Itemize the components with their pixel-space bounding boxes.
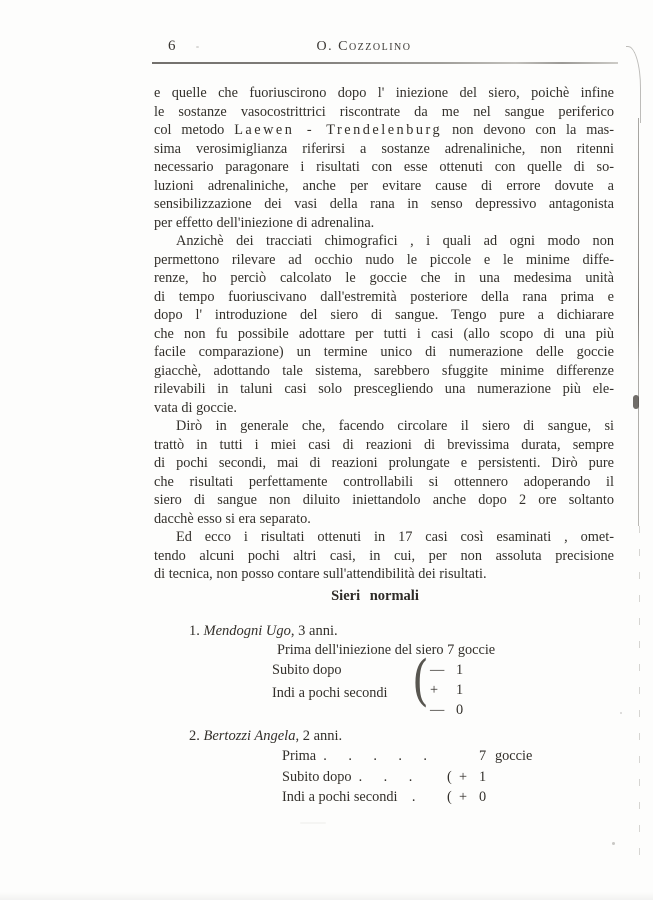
- paragraph-3: [154, 417, 614, 528]
- row-number: 7: [479, 748, 487, 764]
- text-line: trattò in tutti i miei casi di reazioni di brevissima durata, sempre: [154, 436, 614, 453]
- case-1-age: , 3 anni.: [290, 623, 338, 639]
- row-label: Indi a pochi secondi .: [282, 789, 416, 805]
- text-line: giacchè, adottando tale sistema, sarebbero sfuggite minime differenze: [154, 362, 614, 379]
- text-line: Dirò in generale che, facendo circolare il siero di sangue, si: [176, 418, 614, 434]
- text-line: renze, ho perciò calcolato le goccie che in una medesima unità: [154, 270, 614, 286]
- case-1-values: [430, 660, 463, 720]
- paragraph-4: [154, 528, 614, 584]
- case-2-name: Bertozzi Angela: [203, 728, 296, 744]
- running-title: O. Cozzolino: [316, 39, 412, 54]
- scan-speck: [196, 46, 199, 48]
- scan-blob: [633, 395, 639, 409]
- text-line: siero di sangue non diluito iniettandolo anche dopo 2 ore soltanto: [154, 492, 614, 508]
- case-1-number: 1.: [189, 623, 204, 639]
- case-1-brace: (: [412, 649, 429, 712]
- text-line: dopo l' introduzione del siero di sangue. Tengo pure a dichiarare: [154, 307, 614, 323]
- paragraph-1: [154, 84, 614, 232]
- value-sign: —: [430, 702, 445, 718]
- row-bracket: (: [447, 789, 452, 805]
- value-sign: —: [430, 662, 445, 678]
- case-1-subito-label: Subito dopo: [272, 662, 342, 678]
- text-line: per effetto dell'iniezione di adrenalina.: [154, 214, 375, 231]
- row-sign: [459, 746, 479, 767]
- scan-edge-curve: [626, 46, 641, 123]
- text-line: le sostanze vasocostrittrici riscontrate da me nel sangue periferico: [154, 103, 614, 120]
- row-label: Prima . . . . .: [282, 748, 427, 764]
- case-1-name: Mendogni Ugo: [203, 623, 291, 639]
- text-line: sensibilizzazione dei vasi della rana in senso depressivo antagonista: [154, 196, 614, 212]
- text-line: [154, 121, 614, 140]
- row-bracket: (: [447, 768, 452, 785]
- scan-speck: [620, 712, 622, 714]
- case-2-number: 2.: [189, 728, 204, 744]
- case-2-row: [282, 787, 532, 808]
- section-heading: Sieri normali: [331, 588, 419, 604]
- text-line: tendo alcuni pochi altri casi, in cui, per non assoluta precisione: [154, 547, 614, 564]
- row-bracket: [447, 746, 459, 767]
- text-line: luzioni adrenaliniche, anche per evitare cause di errore dovute a: [154, 177, 614, 194]
- value-number: 0: [456, 702, 464, 718]
- case-2-rows: [282, 746, 532, 808]
- case-2-row: [282, 767, 532, 788]
- row-number: 0: [479, 789, 487, 805]
- case-1-value-row: [430, 660, 463, 680]
- row-unit: goccie: [495, 748, 533, 764]
- page-number: 6: [168, 38, 176, 54]
- case-2-title: [189, 727, 342, 746]
- text-line: permettono rilevare ad occhio nudo le piccole e le minime diffe-: [154, 251, 614, 268]
- text-line: di tempo fuoriuscivano dall'estremità posteriore della rana prima e: [154, 288, 614, 305]
- scan-speck: [612, 842, 615, 845]
- text-run: col metodo: [154, 122, 235, 138]
- text-line: vata di goccie.: [154, 399, 237, 416]
- paragraph-2: [154, 232, 614, 417]
- row-sign: +: [459, 789, 468, 805]
- text-line: e quelle che fuoriuscirono dopo l' iniezione del siero, poichè infine: [154, 85, 614, 101]
- case-2-age: , 2 anni.: [295, 728, 343, 744]
- row-number: 1: [479, 768, 487, 785]
- text-line: di tecnica, non posso contare sull'attendibilità dei risultati.: [154, 566, 487, 582]
- text-line: facile comparazione) un termine unico di numerazione delle goccie: [154, 344, 614, 360]
- row-sign: +: [459, 768, 468, 785]
- value-number: 1: [456, 662, 464, 678]
- row-label: Subito dopo . . .: [282, 768, 413, 785]
- case-1-indi-label: Indi a pochi secondi: [272, 685, 388, 701]
- text-line: sima verosimiglianza riferirsi a sostanze adrenaliniche, non ritenni: [154, 140, 614, 157]
- text-line: Ed ecco i risultati ottenuti in 17 casi così esaminati , omet-: [176, 529, 614, 545]
- case-1-prima-line: Prima dell'iniezione del siero 7 goccie: [277, 642, 496, 658]
- text-run: non devono con la mas-: [442, 122, 615, 138]
- case-1-value-row: [430, 680, 463, 700]
- case-1-value-row: [430, 700, 463, 720]
- header-rule: [152, 62, 618, 64]
- scan-bottom-shade: [0, 892, 653, 900]
- text-line: che non fu possibile adottare per tutti i casi (allo scopo di una più: [154, 325, 614, 342]
- text-line: che risultati perfettamente controllabili si ottennero adoperando il: [154, 473, 614, 490]
- text-line: rilevabili in taluni casi solo prescegliendo una numerazione più ele-: [154, 381, 614, 397]
- text-line: necessario paragonare i risultati con esse ottenuti con quelle di so-: [154, 159, 614, 175]
- case-2-row: [282, 746, 532, 767]
- value-sign: +: [430, 682, 439, 698]
- text-line: di pochi secondi, mai di reazioni prolungate e persistenti. Dirò pure: [154, 455, 614, 471]
- scan-edge-line: [638, 118, 639, 526]
- text-run: Laewen - Trendelenburg: [234, 122, 443, 138]
- text-line: dacchè esso si era separato.: [154, 510, 311, 527]
- scan-speck: [300, 822, 326, 824]
- value-number: 1: [456, 682, 464, 698]
- case-1-title: [189, 622, 338, 641]
- body-text-column: [154, 84, 614, 584]
- scan-edge-line-faint: [639, 526, 640, 866]
- text-line: Anzichè dei tracciati chimografici , i quali ad ogni modo non: [176, 233, 614, 249]
